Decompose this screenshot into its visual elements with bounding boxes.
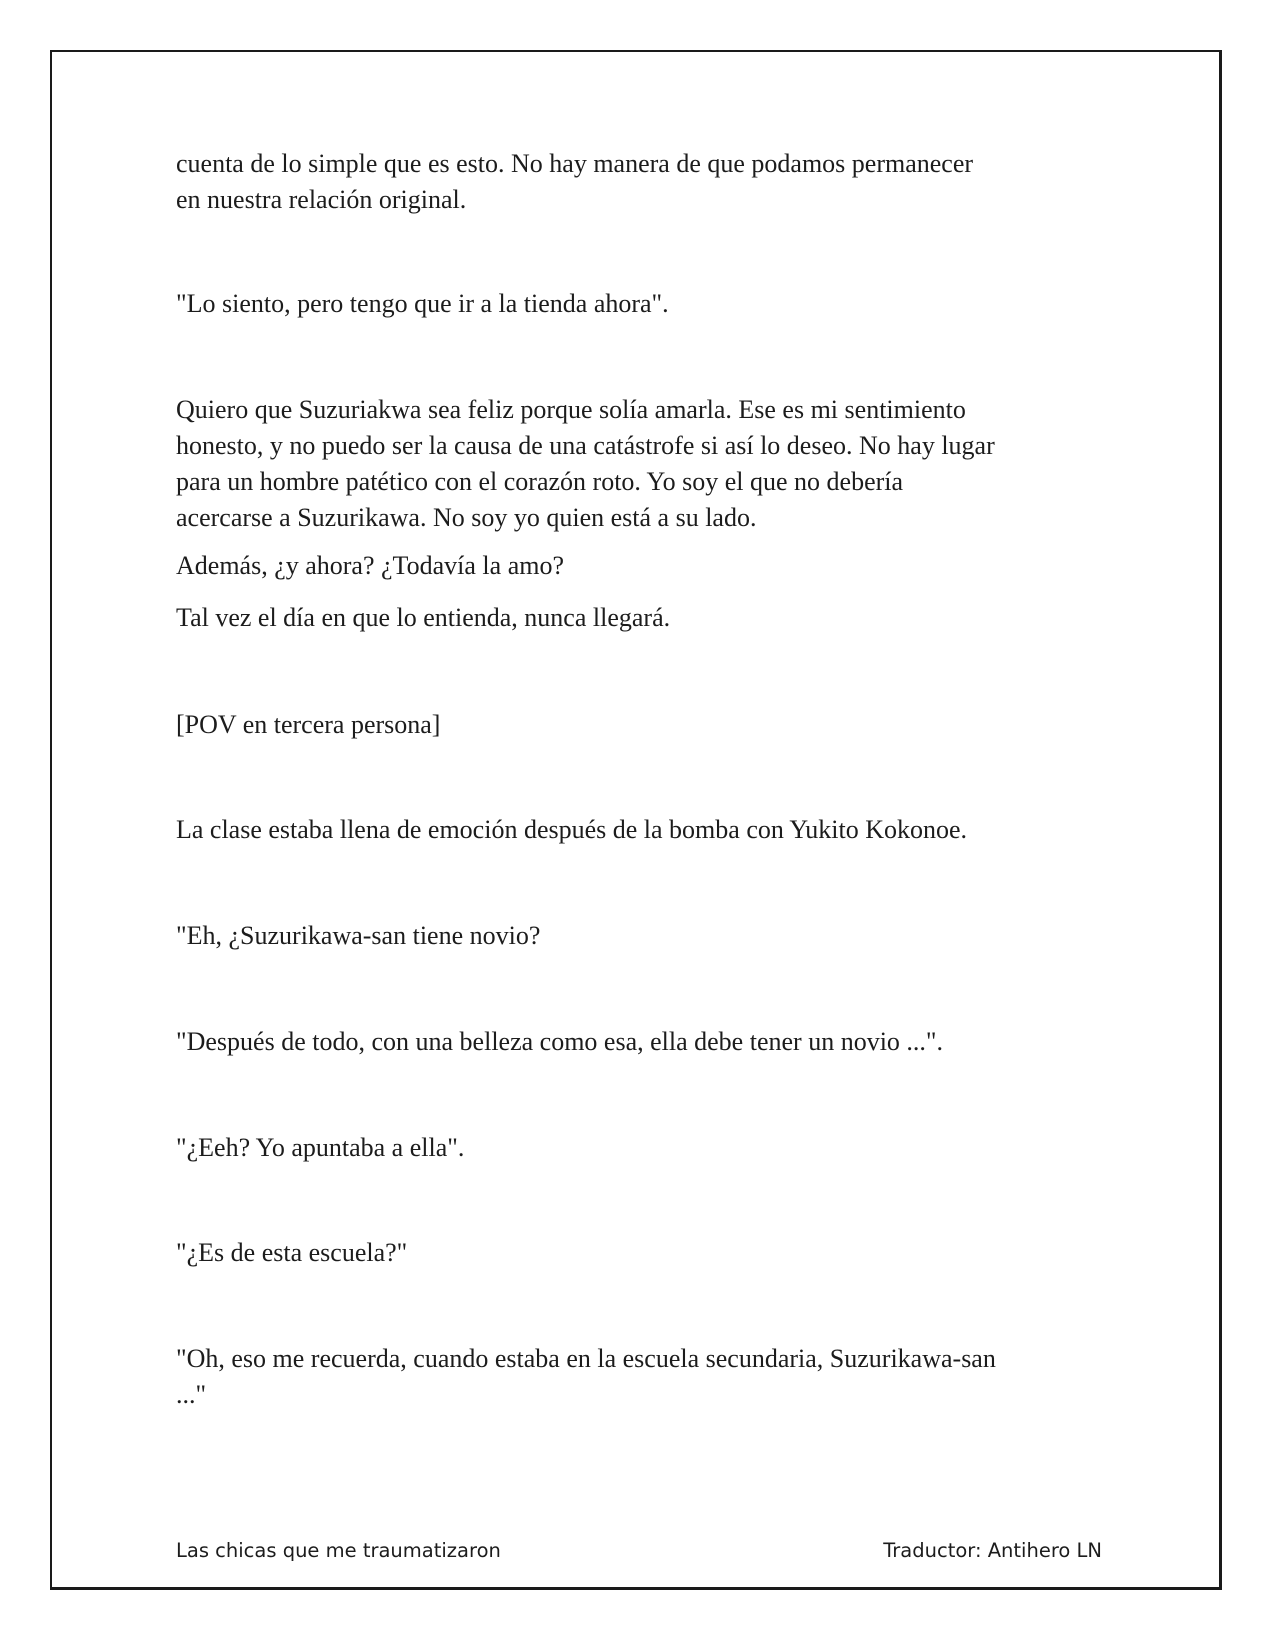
dialogue-2: "Después de todo, con una belleza como esa, ella debe tener un novio ...". (176, 1027, 944, 1056)
dialogue-3: "¿Eeh? Yo apuntaba a ella". (176, 1133, 465, 1162)
dialogue-1: "Eh, ¿Suzurikawa-san tiene novio? (176, 921, 541, 950)
paragraph-3: Quiero que Suzuriakwa sea feliz porque solía amarla. Ese es mi sentimiento honesto, y no puedo ser la causa de una catástrofe si así lo deseo. No hay lugar para un hombre patético con el corazón roto. Yo soy el que no debería acercarse a Suzurikawa. No soy yo quien está a su lado. (176, 395, 995, 532)
paragraph-6: La clase estaba llena de emoción después de la bomba con Yukito Kokonoe. (176, 815, 968, 844)
paragraph-2: "Lo siento, pero tengo que ir a la tienda ahora". (176, 289, 669, 318)
dialogue-4: "¿Es de esta escuela?" (176, 1238, 408, 1267)
paragraph-1: cuenta de lo simple que es esto. No hay manera de que podamos permanecer en nuestra relación original. (176, 149, 974, 214)
footer-translator: Traductor: Antihero LN (883, 1539, 1102, 1562)
section-heading: [POV en tercera persona] (176, 710, 441, 739)
dialogue-5: "Oh, eso me recuerda, cuando estaba en la escuela secundaria, Suzurikawa-san ..." (176, 1344, 996, 1409)
footer-title: Las chicas que me traumatizaron (176, 1539, 501, 1562)
paragraph-5: Tal vez el día en que lo entienda, nunca llegará. (176, 603, 671, 632)
paragraph-4: Además, ¿y ahora? ¿Todavía la amo? (176, 551, 564, 580)
